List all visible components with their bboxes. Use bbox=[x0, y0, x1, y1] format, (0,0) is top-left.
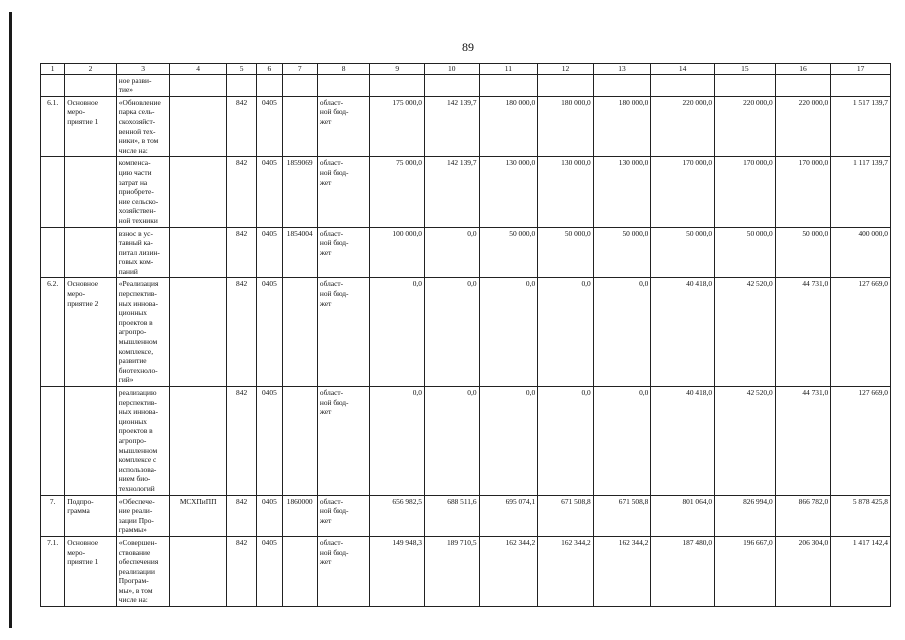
year-amount-cell: 0,0 bbox=[479, 278, 538, 387]
funding-source-cell: област- ной бюд- жет bbox=[317, 278, 370, 387]
year-amount-cell: 866 782,0 bbox=[775, 495, 831, 536]
table-row bbox=[41, 278, 891, 387]
column-number-cell: 14 bbox=[651, 64, 715, 75]
event-name-cell: «Обновление парка сель- скохозяйст- венной тех- ники», в том числе на: bbox=[116, 96, 170, 157]
year-amount-cell bbox=[479, 74, 538, 96]
responsible-cell bbox=[170, 278, 227, 387]
year-amount-cell bbox=[593, 74, 651, 96]
column-number-cell: 5 bbox=[226, 64, 256, 75]
section-code-cell: 0405 bbox=[257, 157, 282, 227]
event-name-cell: взнос в ус- тавный ка- питал лизин- говых ком- паний bbox=[116, 227, 170, 278]
total-amount-cell: 400 000,0 bbox=[831, 227, 891, 278]
table-row bbox=[41, 387, 891, 496]
funding-source-cell: област- ной бюд- жет bbox=[317, 227, 370, 278]
event-type-cell: Основное меро- приятие 2 bbox=[65, 278, 117, 387]
row-number-cell: 7.1. bbox=[41, 536, 65, 606]
target-article-cell bbox=[282, 96, 317, 157]
year-amount-cell: 162 344,2 bbox=[479, 536, 538, 606]
year-amount-cell: 50 000,0 bbox=[593, 227, 651, 278]
year-amount-cell: 826 994,0 bbox=[715, 495, 776, 536]
section-code-cell: 0405 bbox=[257, 278, 282, 387]
year-amount-cell: 50 000,0 bbox=[775, 227, 831, 278]
event-name-cell: «Обеспече- ние реали- зации Про- граммы» bbox=[116, 495, 170, 536]
column-number-cell: 9 bbox=[370, 64, 425, 75]
event-type-cell: Основное меро- приятие 1 bbox=[65, 96, 117, 157]
section-code-cell bbox=[257, 74, 282, 96]
year-amount-cell: 162 344,2 bbox=[538, 536, 594, 606]
funding-source-cell: област- ной бюд- жет bbox=[317, 96, 370, 157]
year-amount-cell: 180 000,0 bbox=[479, 96, 538, 157]
year-amount-cell: 40 418,0 bbox=[651, 278, 715, 387]
year-amount-cell: 170 000,0 bbox=[715, 157, 776, 227]
event-type-cell bbox=[65, 157, 117, 227]
year-amount-cell: 196 667,0 bbox=[715, 536, 776, 606]
year-amount-cell: 0,0 bbox=[479, 387, 538, 496]
column-number-cell: 11 bbox=[479, 64, 538, 75]
responsible-cell bbox=[170, 96, 227, 157]
year-amount-cell: 688 511,6 bbox=[424, 495, 479, 536]
year-amount-cell: 671 508,8 bbox=[538, 495, 594, 536]
event-name-cell: компенса- цию части затрат на приобрете- ние сельско- хозяйствен- ной техники bbox=[116, 157, 170, 227]
column-number-cell: 15 bbox=[715, 64, 776, 75]
page-number: 89 bbox=[462, 40, 474, 54]
grbs-code-cell: 842 bbox=[226, 278, 256, 387]
event-type-cell: Подпро- грамма bbox=[65, 495, 117, 536]
year-amount-cell bbox=[775, 74, 831, 96]
year-amount-cell: 220 000,0 bbox=[715, 96, 776, 157]
grbs-code-cell: 842 bbox=[226, 227, 256, 278]
row-number-cell: 6.2. bbox=[41, 278, 65, 387]
event-type-cell: Основное меро- приятие 1 bbox=[65, 536, 117, 606]
event-type-cell bbox=[65, 74, 117, 96]
grbs-code-cell: 842 bbox=[226, 536, 256, 606]
target-article-cell: 1860000 bbox=[282, 495, 317, 536]
year-amount-cell: 50 000,0 bbox=[715, 227, 776, 278]
year-amount-cell: 50 000,0 bbox=[479, 227, 538, 278]
funding-source-cell: област- ной бюд- жет bbox=[317, 157, 370, 227]
year-amount-cell: 175 000,0 bbox=[370, 96, 425, 157]
table-row bbox=[41, 227, 891, 278]
target-article-cell bbox=[282, 536, 317, 606]
total-amount-cell: 1 117 139,7 bbox=[831, 157, 891, 227]
column-number-cell: 16 bbox=[775, 64, 831, 75]
target-article-cell: 1854004 bbox=[282, 227, 317, 278]
responsible-cell bbox=[170, 387, 227, 496]
funding-source-cell: област- ной бюд- жет bbox=[317, 495, 370, 536]
year-amount-cell: 142 139,7 bbox=[424, 96, 479, 157]
section-code-cell: 0405 bbox=[257, 536, 282, 606]
year-amount-cell: 44 731,0 bbox=[775, 278, 831, 387]
funding-source-cell: област- ной бюд- жет bbox=[317, 387, 370, 496]
grbs-code-cell: 842 bbox=[226, 157, 256, 227]
row-number-cell bbox=[41, 157, 65, 227]
table-row bbox=[41, 157, 891, 227]
column-number-cell: 7 bbox=[282, 64, 317, 75]
row-number-cell bbox=[41, 74, 65, 96]
year-amount-cell: 130 000,0 bbox=[593, 157, 651, 227]
column-number-cell: 4 bbox=[170, 64, 227, 75]
grbs-code-cell: 842 bbox=[226, 495, 256, 536]
year-amount-cell: 0,0 bbox=[538, 278, 594, 387]
total-amount-cell bbox=[831, 74, 891, 96]
year-amount-cell: 656 982,5 bbox=[370, 495, 425, 536]
budget-table bbox=[40, 63, 891, 607]
year-amount-cell: 187 480,0 bbox=[651, 536, 715, 606]
row-number-cell bbox=[41, 227, 65, 278]
year-amount-cell: 801 064,0 bbox=[651, 495, 715, 536]
year-amount-cell: 50 000,0 bbox=[651, 227, 715, 278]
target-article-cell: 1859069 bbox=[282, 157, 317, 227]
event-name-cell: ное разви- тие» bbox=[116, 74, 170, 96]
section-code-cell: 0405 bbox=[257, 227, 282, 278]
year-amount-cell: 130 000,0 bbox=[538, 157, 594, 227]
year-amount-cell bbox=[424, 74, 479, 96]
year-amount-cell: 75 000,0 bbox=[370, 157, 425, 227]
responsible-cell bbox=[170, 227, 227, 278]
year-amount-cell: 0,0 bbox=[424, 278, 479, 387]
year-amount-cell: 149 948,3 bbox=[370, 536, 425, 606]
year-amount-cell: 0,0 bbox=[424, 227, 479, 278]
event-type-cell bbox=[65, 387, 117, 496]
year-amount-cell: 180 000,0 bbox=[538, 96, 594, 157]
year-amount-cell: 44 731,0 bbox=[775, 387, 831, 496]
total-amount-cell: 1 417 142,4 bbox=[831, 536, 891, 606]
table-row bbox=[41, 536, 891, 606]
year-amount-cell: 42 520,0 bbox=[715, 278, 776, 387]
grbs-code-cell: 842 bbox=[226, 96, 256, 157]
year-amount-cell: 162 344,2 bbox=[593, 536, 651, 606]
year-amount-cell: 0,0 bbox=[370, 278, 425, 387]
section-code-cell: 0405 bbox=[257, 495, 282, 536]
column-number-cell: 1 bbox=[41, 64, 65, 75]
year-amount-cell bbox=[715, 74, 776, 96]
year-amount-cell: 50 000,0 bbox=[538, 227, 594, 278]
column-number-cell: 6 bbox=[257, 64, 282, 75]
grbs-code-cell: 842 bbox=[226, 387, 256, 496]
year-amount-cell bbox=[370, 74, 425, 96]
event-name-cell: реализацию перспектив- ных иннова- ционных проектов в агропро- мышленном комплексе с использова- нием био- технологий bbox=[116, 387, 170, 496]
table-row bbox=[41, 96, 891, 157]
column-number-cell: 3 bbox=[116, 64, 170, 75]
responsible-cell: МСХПиПП bbox=[170, 495, 227, 536]
year-amount-cell: 220 000,0 bbox=[775, 96, 831, 157]
year-amount-cell bbox=[651, 74, 715, 96]
year-amount-cell: 0,0 bbox=[424, 387, 479, 496]
year-amount-cell: 671 508,8 bbox=[593, 495, 651, 536]
year-amount-cell: 40 418,0 bbox=[651, 387, 715, 496]
year-amount-cell: 695 074,1 bbox=[479, 495, 538, 536]
row-number-cell bbox=[41, 387, 65, 496]
funding-source-cell: област- ной бюд- жет bbox=[317, 536, 370, 606]
grbs-code-cell bbox=[226, 74, 256, 96]
year-amount-cell: 142 139,7 bbox=[424, 157, 479, 227]
year-amount-cell: 220 000,0 bbox=[651, 96, 715, 157]
column-number-cell: 8 bbox=[317, 64, 370, 75]
section-code-cell: 0405 bbox=[257, 96, 282, 157]
row-number-cell: 7. bbox=[41, 495, 65, 536]
year-amount-cell: 100 000,0 bbox=[370, 227, 425, 278]
total-amount-cell: 127 669,0 bbox=[831, 278, 891, 387]
year-amount-cell: 42 520,0 bbox=[715, 387, 776, 496]
year-amount-cell: 170 000,0 bbox=[775, 157, 831, 227]
year-amount-cell: 0,0 bbox=[593, 278, 651, 387]
total-amount-cell: 5 878 425,8 bbox=[831, 495, 891, 536]
responsible-cell bbox=[170, 536, 227, 606]
binding-edge-line bbox=[9, 12, 12, 628]
year-amount-cell: 189 710,5 bbox=[424, 536, 479, 606]
target-article-cell bbox=[282, 278, 317, 387]
table-row bbox=[41, 495, 891, 536]
column-number-cell: 12 bbox=[538, 64, 594, 75]
year-amount-cell: 130 000,0 bbox=[479, 157, 538, 227]
column-number-row bbox=[41, 64, 891, 75]
section-code-cell: 0405 bbox=[257, 387, 282, 496]
event-name-cell: «Совершен- ствование обеспечения реализации Програм- мы», в том числе на: bbox=[116, 536, 170, 606]
year-amount-cell: 0,0 bbox=[538, 387, 594, 496]
event-type-cell bbox=[65, 227, 117, 278]
year-amount-cell: 170 000,0 bbox=[651, 157, 715, 227]
row-number-cell: 6.1. bbox=[41, 96, 65, 157]
year-amount-cell: 206 304,0 bbox=[775, 536, 831, 606]
funding-source-cell bbox=[317, 74, 370, 96]
responsible-cell bbox=[170, 157, 227, 227]
year-amount-cell: 0,0 bbox=[370, 387, 425, 496]
event-name-cell: «Реализация перспектив- ных иннова- ционных проектов в агропро- мышленном комплексе, развитие биотехноло- гий» bbox=[116, 278, 170, 387]
target-article-cell bbox=[282, 387, 317, 496]
column-number-cell: 13 bbox=[593, 64, 651, 75]
column-number-cell: 2 bbox=[65, 64, 117, 75]
total-amount-cell: 1 517 139,7 bbox=[831, 96, 891, 157]
year-amount-cell: 180 000,0 bbox=[593, 96, 651, 157]
year-amount-cell bbox=[538, 74, 594, 96]
column-number-cell: 17 bbox=[831, 64, 891, 75]
column-number-cell: 10 bbox=[424, 64, 479, 75]
responsible-cell bbox=[170, 74, 227, 96]
table-row bbox=[41, 74, 891, 96]
year-amount-cell: 0,0 bbox=[593, 387, 651, 496]
total-amount-cell: 127 669,0 bbox=[831, 387, 891, 496]
target-article-cell bbox=[282, 74, 317, 96]
